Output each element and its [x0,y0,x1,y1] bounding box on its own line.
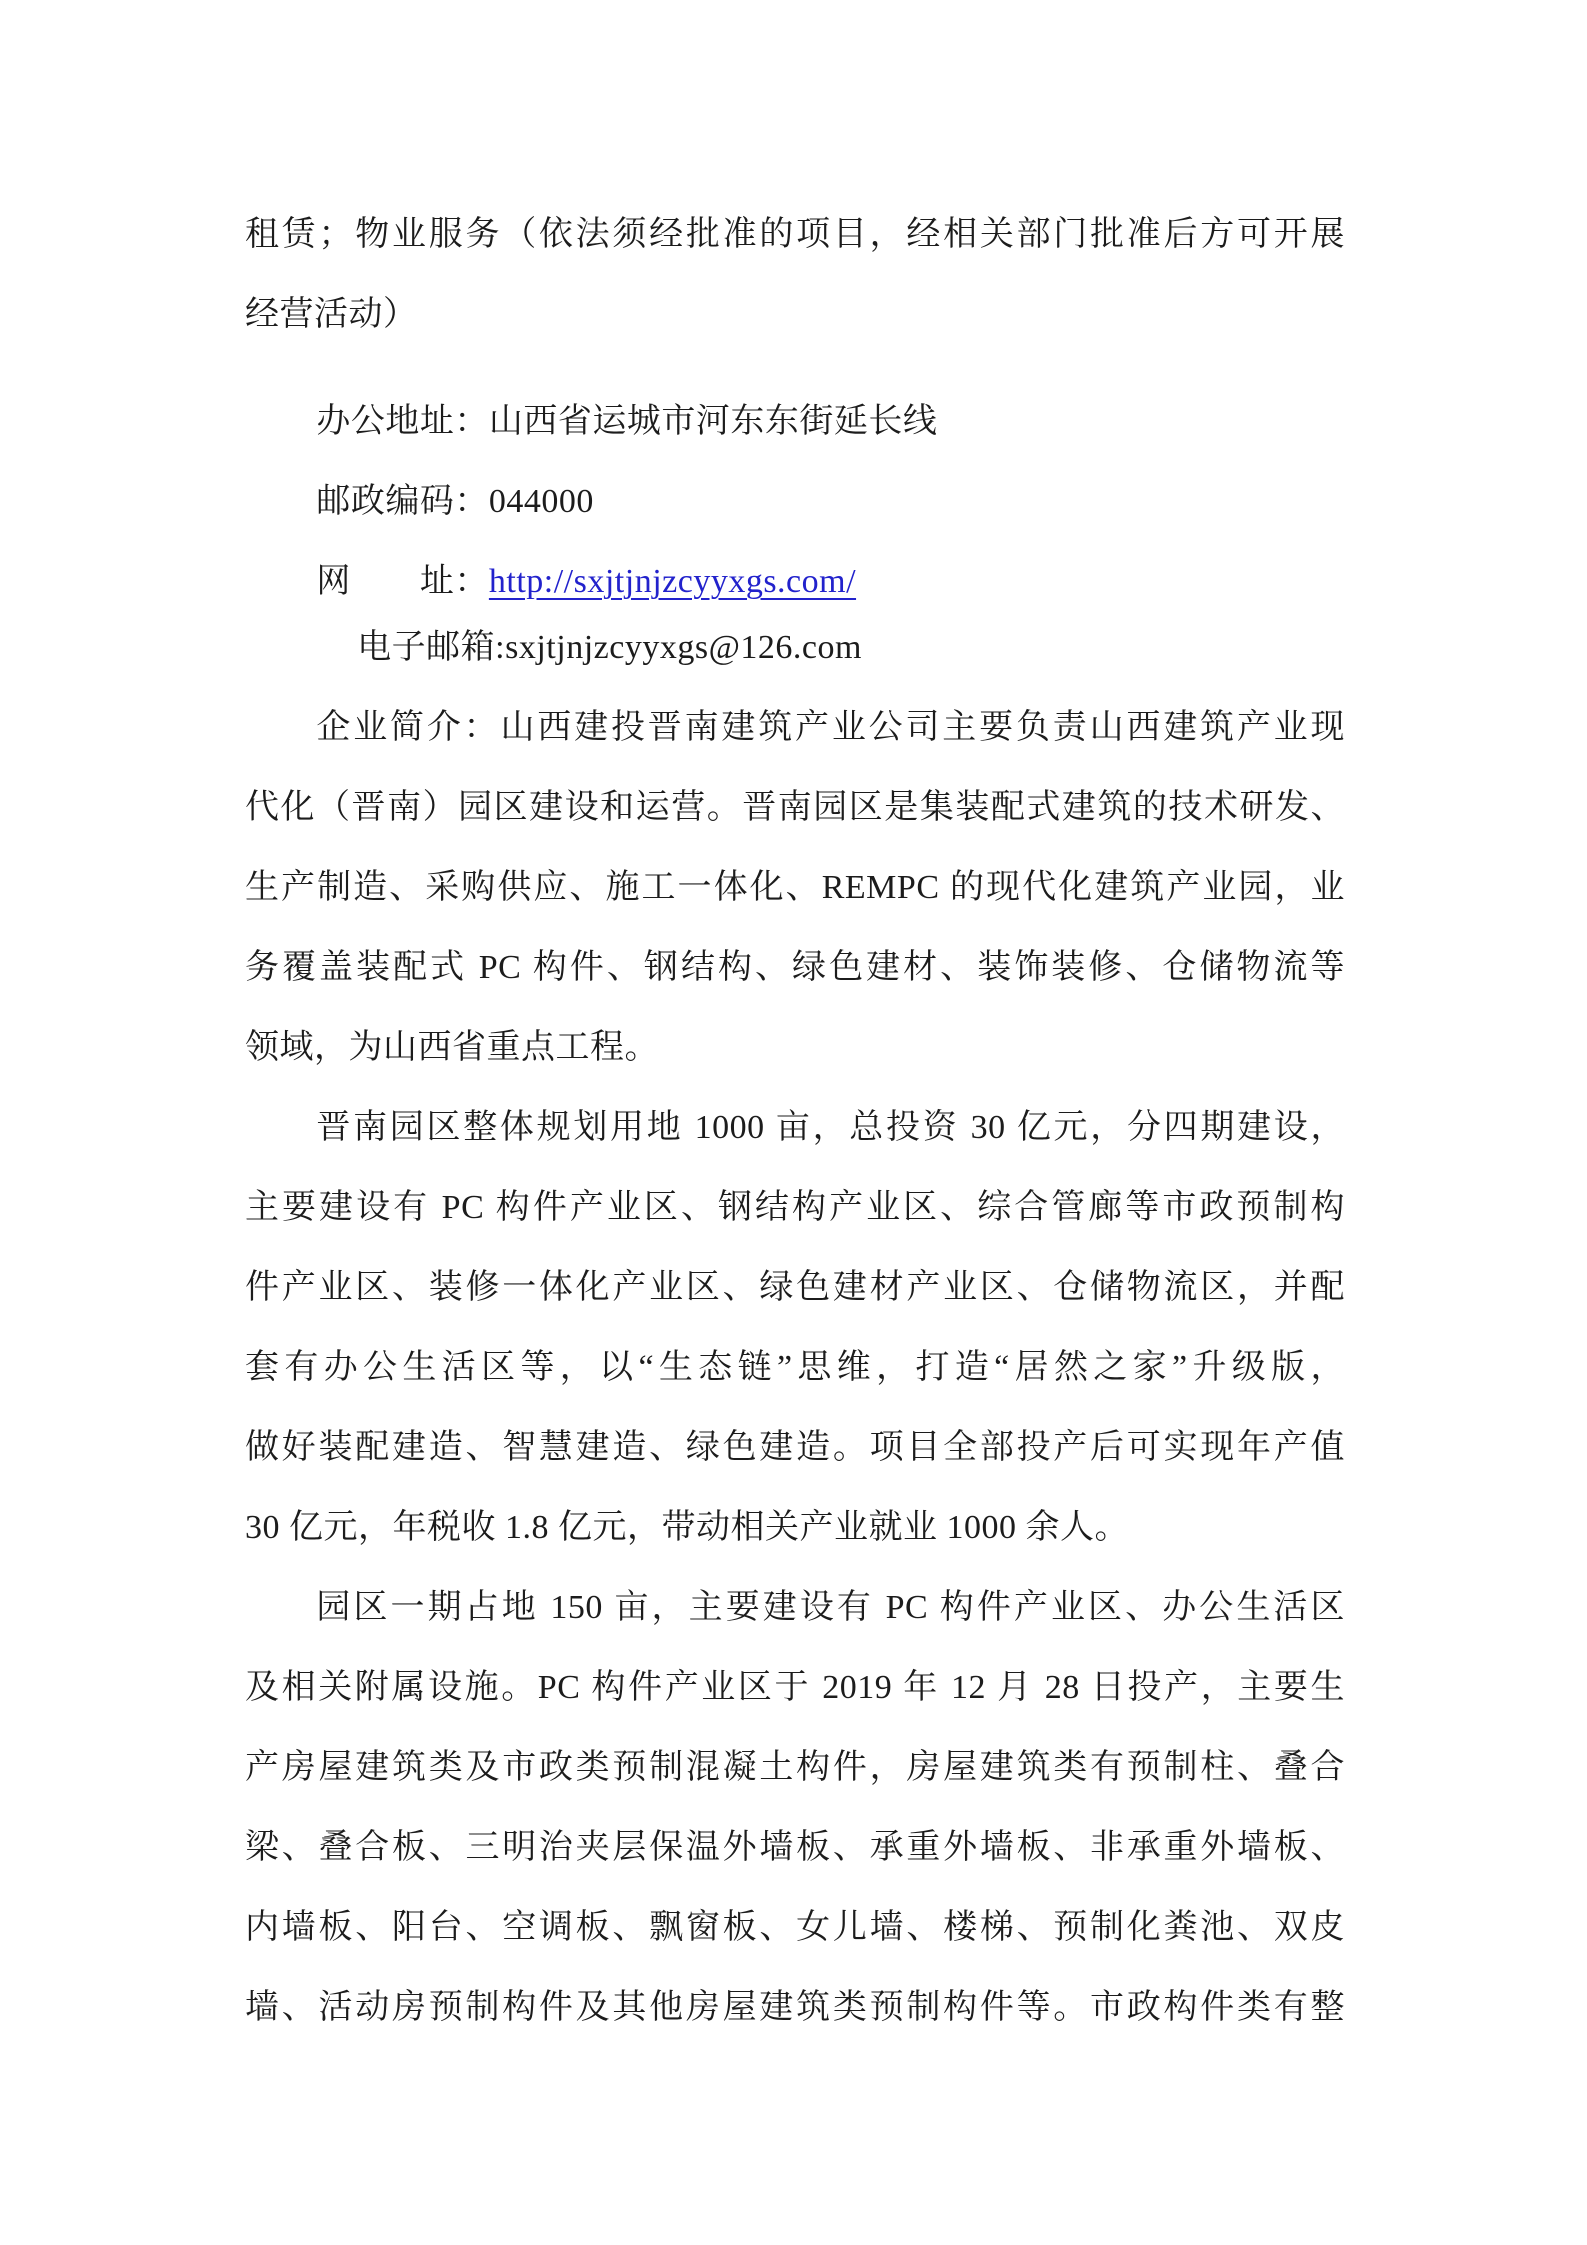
text-line-content: 领域，为山西省重点工程。 [245,1029,659,1066]
text-line [245,1728,1345,1808]
text-line [245,608,1345,688]
text-line [245,1088,1345,1168]
text-line-content: 务覆盖装配式 PC 构件、钢结构、绿色建材、装饰装修、仓储物流等 [245,949,1345,986]
text-line [245,1568,1345,1648]
text-line [245,1168,1345,1248]
text-line [245,928,1345,1008]
text-line-content: 套有办公生活区等，以“生态链”思维，打造“居然之家”升级版， [245,1349,1345,1386]
text-line [245,768,1345,848]
text-line-content: 企业简介：山西建投晋南建筑产业公司主要负责山西建筑产业现 [316,709,1345,746]
text-line-content: 晋南园区整体规划用地 1000 亩，总投资 30 亿元，分四期建设， [316,1109,1345,1146]
text-line-content: 租赁；物业服务（依法须经批准的项目，经相关部门批准后方可开展 [245,216,1345,253]
text-line-content: 做好装配建造、智慧建造、绿色建造。项目全部投产后可实现年产值 [245,1429,1345,1466]
text-line-content: 梁、叠合板、三明治夹层保温外墙板、承重外墙板、非承重外墙板、 [245,1829,1345,1866]
text-line [245,1248,1345,1328]
text-line [245,1328,1345,1408]
text-line-content: 电子邮箱:sxjtjnjzcyyxgs@126.com [357,629,862,666]
text-line [245,1968,1345,2048]
text-line [245,275,1345,355]
text-line-content: 经营活动） [245,296,418,333]
website-label: 网 址： [316,563,489,600]
text-line [245,382,1345,462]
text-line [245,1808,1345,1888]
website-link[interactable]: http://sxjtjnjzcyyxgs.com/ [488,563,857,600]
text-line-content: 内墙板、阳台、空调板、飘窗板、女儿墙、楼梯、预制化粪池、双皮 [245,1909,1345,1946]
text-line [245,688,1345,768]
text-line-content: 园区一期占地 150 亩，主要建设有 PC 构件产业区、办公生活区 [316,1589,1345,1626]
text-line [245,1408,1345,1488]
text-line-content: 邮政编码：044000 [316,483,594,520]
text-line [245,1488,1345,1568]
text-line-content: 及相关附属设施。PC 构件产业区于 2019 年 12 月 28 日投产，主要生 [245,1669,1345,1706]
text-line-content: 生产制造、采购供应、施工一体化、REMPC 的现代化建筑产业园，业 [245,869,1345,906]
text-line-content: 墙、活动房预制构件及其他房屋建筑类预制构件等。市政构件类有整 [245,1989,1345,2026]
text-line [245,462,1345,542]
text-line [245,1648,1345,1728]
text-line-content: 30 亿元，年税收 1.8 亿元，带动相关产业就业 1000 余人。 [245,1509,1129,1546]
text-line-content: 主要建设有 PC 构件产业区、钢结构产业区、综合管廊等市政预制构 [245,1189,1345,1226]
text-line [245,195,1345,275]
text-line [245,1888,1345,1968]
text-line-content: 办公地址：山西省运城市河东东街延长线 [316,403,938,440]
text-line-content: 件产业区、装修一体化产业区、绿色建材产业区、仓储物流区，并配 [245,1269,1345,1306]
text-line-content: 产房屋建筑类及市政类预制混凝土构件，房屋建筑类有预制柱、叠合 [245,1749,1345,1786]
text-line-content: 代化（晋南）园区建设和运营。晋南园区是集装配式建筑的技术研发、 [245,789,1345,826]
text-line [245,848,1345,928]
text-line [245,1008,1345,1088]
document-body [245,195,1345,2048]
